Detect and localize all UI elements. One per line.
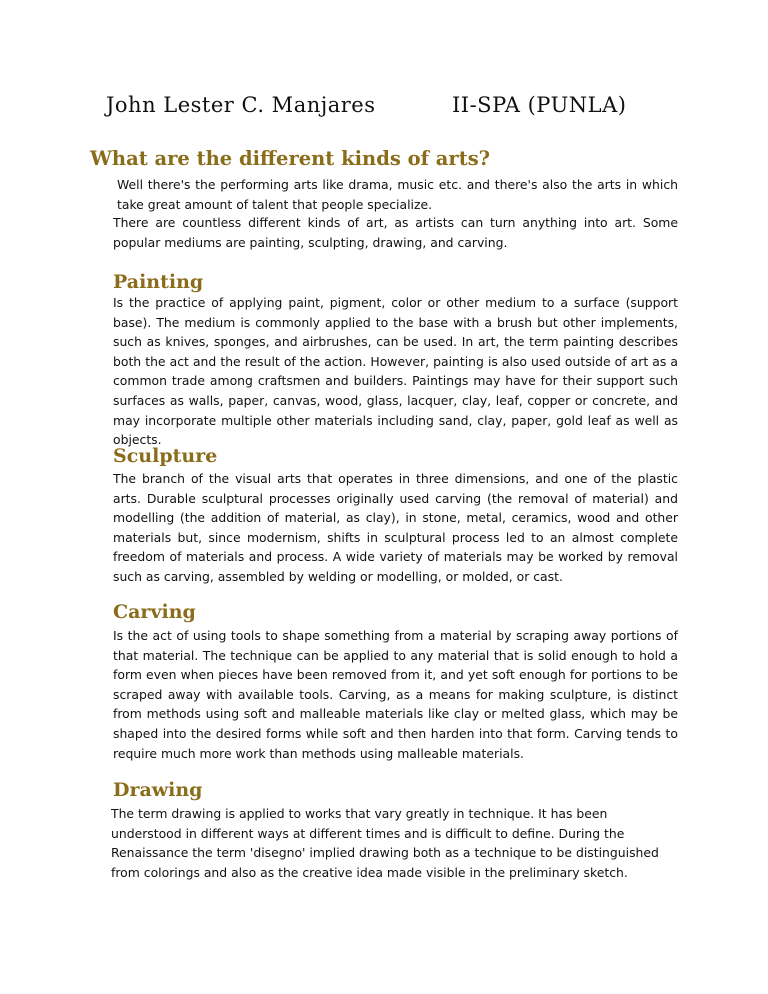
author-name: John Lester C. Manjares [106,93,376,117]
intro-paragraph-1: Well there's the performing arts like drama, music etc. and there's also the arts in which take great amount of talent that people specialize. [117,177,678,212]
body-sculpture: The branch of the visual arts that operates in three dimensions, and one of the plastic arts. Durable sculptural processes originally used carving (the removal of material) and modelling (the addition of material, as clay), in stone, metal, ceramics, wood and other materials but, since modernism, shifts in sculptural process led to an almost complete freedom of materials and process. A wide variety of materials may be worked by removal such as carving, assembled by welding or modelling, or molded, or cast. [113,471,678,584]
body-carving: Is the act of using tools to shape something from a material by scraping away portions of that material. The technique can be applied to any material that is solid enough to hold a form even when pieces have been removed from it, and yet soft enough for portions to be scraped away with available tools. Carving, as a means for making sculpture, is distinct from methods using soft and malleable materials like clay or melted glass, which may be shaped into the desired forms while soft and then harden into that form. Carving tends to require much more work than methods using malleable materials. [113,628,678,761]
body-painting: Is the practice of applying paint, pigment, color or other medium to a surface (support base). The medium is commonly applied to the base with a brush but other implements, such as knives, sponges, and airbrushes, can be used. In art, the term painting describes both the act and the result of the action. However, painting is also used outside of art as a common trade among craftsmen and builders. Paintings may have for their support such surfaces as walls, paper, canvas, wood, glass, lacquer, clay, leaf, copper or concrete, and may incorporate multiple other materials including sand, clay, paper, gold leaf as well as objects. [113,295,678,448]
heading-drawing: Drawing [113,779,203,801]
page-title: What are the different kinds of arts? [90,147,491,170]
heading-carving: Carving [113,601,196,623]
heading-sculpture: Sculpture [113,445,218,467]
body-drawing: The term drawing is applied to works that vary greatly in technique. It has been understood in different ways at different times and is difficult to define. During the Renaissance the term 'disegno' implied drawing both as a technique to be distinguished from colorings and also as the creative idea made visible in the preliminary sketch. [111,806,659,880]
intro-paragraph-2: There are countless different kinds of art, as artists can turn anything into art. Some popular mediums are painting, sculpting, drawing, and carving. [113,215,678,250]
class-section: II-SPA (PUNLA) [452,93,627,117]
heading-painting: Painting [113,271,204,293]
